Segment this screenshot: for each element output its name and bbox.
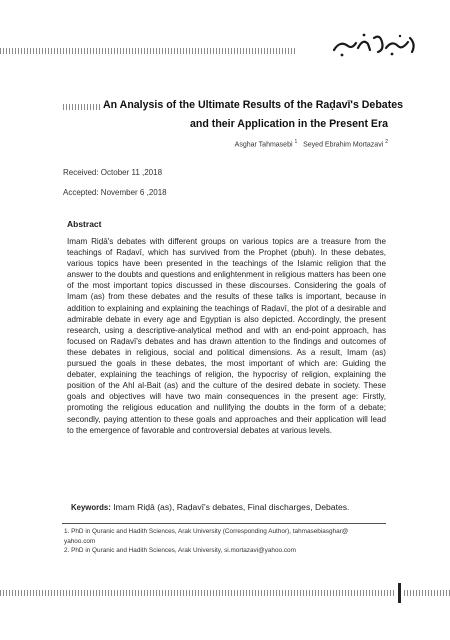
footnote-line: 2. PhD in Quranic and Hadith Sciences, Arak University, si.mortazavi@yahoo.com (64, 547, 296, 555)
footnote-rule (62, 523, 386, 524)
author-name: Seyed Ebrahim Mortazavi (303, 141, 384, 149)
keywords-text: Imam Riḍā (as), Raḍavī's debates, Final discharges, Debates. (113, 502, 350, 512)
journal-logo (330, 30, 420, 58)
abstract-heading: Abstract (67, 219, 102, 229)
author-affiliation-mark: 1 (294, 139, 298, 145)
author-affiliation-mark: 2 (385, 139, 388, 145)
footnotes (64, 527, 394, 556)
keywords-label: Keywords: (71, 503, 111, 512)
paper-title-line-1: An Analysis of the Ultimate Results of the Raḍavī's Debates (103, 99, 404, 111)
received-date: Received: October 11 ,2018 (63, 168, 163, 177)
keywords (71, 502, 349, 512)
accepted-date: Accepted: November 6 ,2018 (63, 188, 167, 197)
paper-title-line-2: and their Application in the Present Era (190, 118, 388, 130)
author-line (235, 139, 388, 148)
footnote-line: 1. PhD in Quranic and Hadith Sciences, Arak University (Corresponding Author), tahmasebiasghar@ (64, 528, 349, 535)
title-decorative-rule (63, 104, 101, 110)
bottom-marker-bar (398, 583, 401, 603)
top-decorative-rule (0, 48, 296, 54)
footnote-line: yahoo.com (64, 537, 96, 545)
abstract-body: Imam Riḍā's debates with different groups on various topics are a treasure from the teachings of Raḍavī, which has survived from the Prophet (pbuh). In these debates, various topics have been presented in the teachings of the Islamic religion that the answer to the doubts and questions and enlightenment in religious matters has been one of the most important topics discussed in these discourses. Considering the goals of Imam (as) from these debates and the results of these talks is important, because in addition to explaining and explaining the teachings of Raḍavī, the plot of a desirable and admirable debate in every age and Egyptian is also depicted. Accordingly, the present research, using a descriptive-analytical method and with an end-point approach, has focused on Raḍavī's debates and has drawn attention to the findings and outcomes of these debates in religious, social and political dimensions. As a result, Imam (as) pursued the goals in these debates, the most important of which are: Guiding the debater, explaining the teachings of religion, the hypocrisy of religion, explaining the position of the Ahl al-Bait (as) and the culture of the desired debate in society. These goals and objectives will have two main consequences in the present age: Firstly, promoting the religious education and nullifying the doubts in the form of a debate; secondly, paying attention to these goals and approaches and their application will lead to the emergence of favorable and controversial debates at various levels. (67, 237, 386, 435)
author-name: Asghar Tahmasebi (234, 141, 293, 149)
bottom-decorative-rule-right (404, 590, 450, 596)
bottom-decorative-rule (0, 590, 395, 596)
